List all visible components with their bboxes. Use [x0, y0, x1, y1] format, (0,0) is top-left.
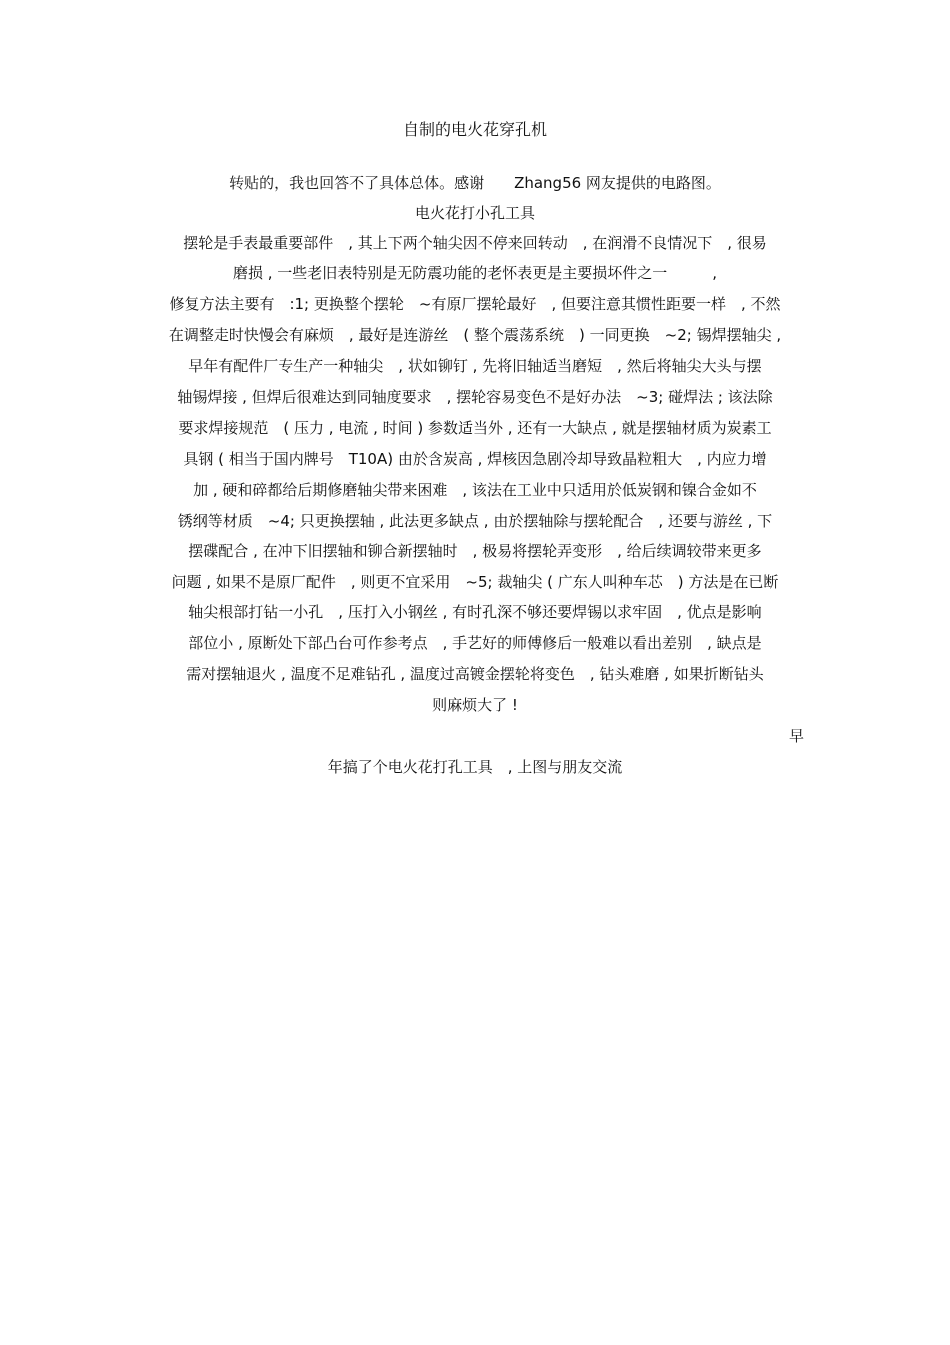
body-line: 锈纲等材质 ~4; 只更换摆轴 , 此法更多缺点 , 由於摆轴除与摆轮配合 , 还要与游丝 , 下	[177, 512, 773, 530]
body-line: 要求焊接规范 ( 压力 , 电流 , 时间 ) 参数适当外 , 还有一大缺点 , 就是摆轴材质为炭素工	[178, 419, 772, 437]
closing-line: 年搞了个电火花打孔工具 , 上图与朋友交流	[327, 758, 623, 776]
body-line: 部位小 , 原断处下部凸台可作参考点 , 手艺好的师傅修后一般难以看出差别 , 缺点是	[188, 634, 762, 652]
body-line: 加 , 硬和碎都给后期修磨轴尖带来困难 , 该法在工业中只适用於低炭钢和镍合金如不	[193, 481, 757, 499]
section-subtitle: 电火花打小孔工具	[414, 204, 535, 222]
credit-line: 转贴的，我也回答不了具体总体。感谢 Zhang56 网友提供的电路图。	[229, 174, 721, 192]
body-line: 具钢 ( 相当于国内牌号 T10A) 由於含炭高 , 焊核因急剧冷却导致晶粒粗大 , 内应力增	[183, 450, 767, 468]
body-line: 磨损 , 一些老旧表特别是无防震功能的老怀表更是主要损坏件之一 ,	[232, 264, 718, 282]
document-title: 自制的电火花穿孔机	[402, 120, 547, 139]
body-line: 修复方法主要有 :1; 更换整个摆轮 ~有原厂摆轮最好 , 但要注意其惯性距要一样 , 不然	[169, 295, 781, 313]
body-line: 摆轮是手表最重要部件 , 其上下两个轴尖因不停来回转动 , 在润滑不良情况下 , 很易	[183, 234, 767, 252]
body-line: 轴锡焊接 , 但焊后很难达到同轴度要求 , 摆轮容易变色不是好办法 ~3; 碰焊法 ; 该法除	[177, 388, 773, 406]
body-line: 则麻烦大了 !	[432, 696, 518, 714]
body-line: 轴尖根部打钻一小孔 , 压打入小钢丝 , 有时孔深不够还要焊锡以求牢固 , 优点是影响	[188, 603, 762, 621]
body-line: 需对摆轴退火 , 温度不足难钻孔 , 温度过高镀金摆轮将变色 , 钻头难磨 , 如果折断钻头	[186, 665, 764, 683]
body-line: 摆碟配合 , 在冲下旧摆轴和铆合新摆轴时 , 极易将摆轮弄变形 , 给后续调较带来更多	[188, 542, 762, 560]
body-line: 早年有配件厂专生产一种轴尖 , 状如铆钉 , 先将旧轴适当磨短 , 然后将轴尖大头与摆	[188, 357, 762, 375]
trailing-fragment: 早	[788, 727, 804, 745]
body-line: 问题 , 如果不是原厂配件 , 则更不宜采用 ~5; 裁轴尖 ( 广东人叫种车芯 ) 方法是在已断	[171, 573, 779, 591]
body-line: 在调整走时快慢会有麻烦 , 最好是连游丝 ( 整个震荡系统 ) 一同更换 ~2; 锡焊摆轴尖 ,	[168, 326, 782, 344]
